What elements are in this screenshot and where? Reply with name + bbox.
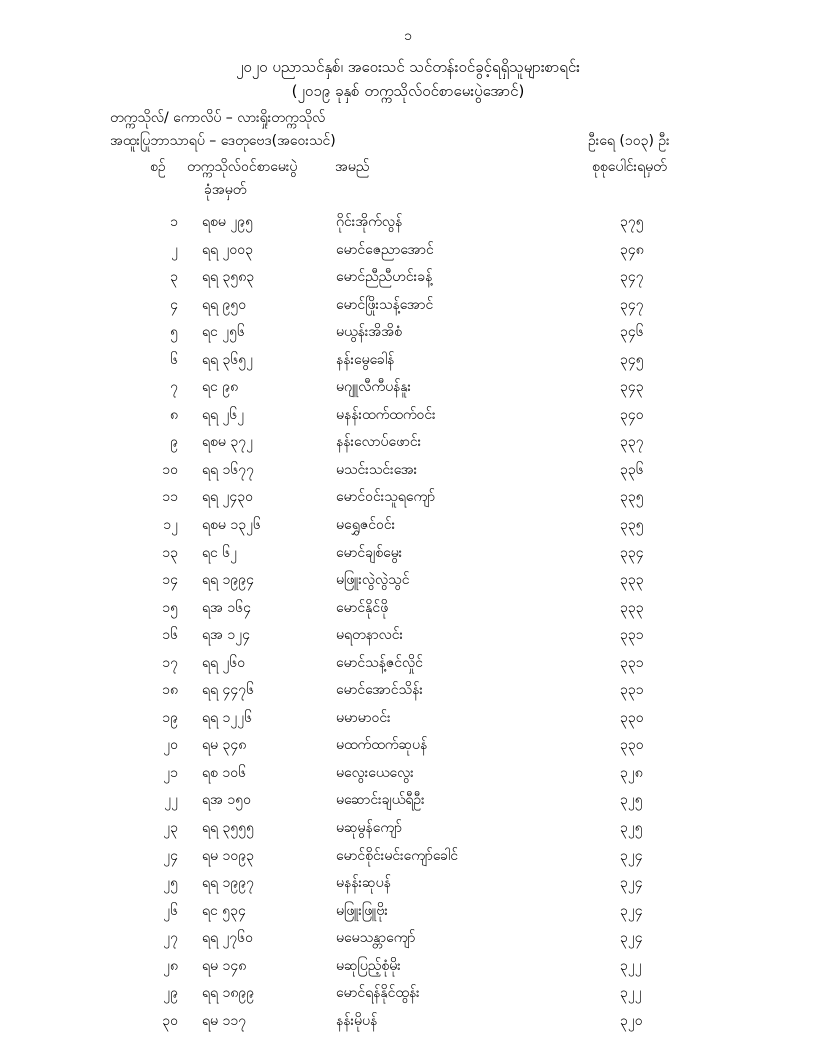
student-name: မောင်နိုင်ဖို bbox=[336, 599, 389, 616]
table-row bbox=[0, 539, 816, 567]
student-name: မလွေးယေလွေး bbox=[336, 764, 414, 781]
total-students: ဦးရေ (၁၀၃) ဦး bbox=[588, 133, 670, 149]
roll-number: ရရ ၃၆၅၂ bbox=[202, 351, 254, 368]
student-list bbox=[0, 208, 816, 1034]
header-roll-line2: ခုံအမှတ် bbox=[204, 182, 247, 198]
total-marks: ၃၃၇ bbox=[620, 434, 644, 451]
row-number: ၈ bbox=[170, 406, 178, 423]
roll-number: ရရ ၁၉၉၇ bbox=[202, 875, 255, 892]
roll-number: ရရ ၉၅၀ bbox=[202, 296, 247, 313]
roll-number: ရအ ၁၆၄ bbox=[202, 599, 251, 616]
roll-number: ရစ ၁၀၆ bbox=[202, 764, 246, 781]
student-name: မောင်သန့်ဇင်လှိုင် bbox=[336, 654, 423, 671]
total-marks: ၃၄၆ bbox=[620, 324, 644, 341]
table-row bbox=[0, 924, 816, 952]
total-marks: ၃၂၂ bbox=[620, 957, 642, 974]
student-name: မဆုပြည့်စုံမိုး bbox=[336, 957, 401, 974]
table-row bbox=[0, 346, 816, 374]
row-number: ၁ bbox=[170, 214, 178, 230]
roll-number: ရင ၅၃၄ bbox=[202, 902, 246, 919]
total-marks: ၃၄၃ bbox=[620, 379, 644, 396]
total-marks: ၃၃၀ bbox=[620, 709, 644, 726]
table-row bbox=[0, 401, 816, 429]
row-number: ၁၁ bbox=[162, 489, 178, 506]
table-row bbox=[0, 731, 816, 759]
row-number: ၃ bbox=[170, 269, 178, 286]
total-marks: ၃၃၅ bbox=[620, 489, 644, 506]
page-number: ၁ bbox=[404, 28, 412, 44]
total-marks: ၃၂၅ bbox=[620, 792, 643, 809]
total-marks: ၃၂၈ bbox=[620, 764, 643, 781]
student-name: မောင်ဝင်းသူရကျော် bbox=[336, 489, 436, 506]
table-row bbox=[0, 842, 816, 870]
total-marks: ၃၄၇ bbox=[620, 269, 644, 286]
total-marks: ၃၃၅ bbox=[620, 517, 644, 534]
roll-number: ရရ ၁၉၉၄ bbox=[202, 572, 255, 589]
roll-number: ရမ ၁၀၉၃ bbox=[202, 847, 254, 864]
student-name: မနန်းဆုပန် bbox=[336, 875, 391, 892]
row-number: ၃၀ bbox=[162, 1012, 178, 1029]
row-number: ၁၀ bbox=[162, 461, 178, 478]
roll-number: ရရ ၂၄၃၀ bbox=[202, 489, 254, 506]
student-name: မရွှေဇင်ဝင်း bbox=[336, 517, 396, 534]
row-number: ၂၆ bbox=[163, 902, 178, 919]
student-name: မောင်ချစ်မွေး bbox=[336, 544, 403, 561]
roll-number: ရရ ၂၀၀၃ bbox=[202, 241, 254, 258]
row-number: ၂ bbox=[171, 241, 178, 258]
total-marks: ၃၃၁ bbox=[620, 682, 644, 699]
row-number: ၆ bbox=[170, 351, 178, 368]
total-marks: ၃၂၄ bbox=[620, 875, 643, 892]
roll-number: ရရ ၂၆၀ bbox=[202, 654, 246, 671]
row-number: ၂၀ bbox=[163, 737, 178, 754]
row-number: ၁၂ bbox=[163, 517, 178, 534]
student-name: မောင်ရန်နိုင်ထွန်း bbox=[336, 985, 420, 1002]
table-row bbox=[0, 649, 816, 677]
student-name: မထက်ထက်ဆုပန် bbox=[336, 737, 428, 754]
table-row bbox=[0, 621, 816, 649]
table-row bbox=[0, 263, 816, 291]
roll-number: ရစမ ၃၇၂ bbox=[202, 434, 253, 451]
roll-number: ရမ ၁၁၇ bbox=[202, 1012, 247, 1029]
table-row bbox=[0, 704, 816, 732]
table-row bbox=[0, 1007, 816, 1035]
table-row bbox=[0, 373, 816, 401]
roll-number: ရမ ၃၄၈ bbox=[202, 737, 247, 754]
student-name: မနန်းထက်ထက်ဝင်း bbox=[336, 406, 436, 423]
row-number: ၇ bbox=[170, 379, 178, 396]
student-name: မဂျူလီကီပန်နူး bbox=[336, 379, 412, 396]
row-number: ၁၃ bbox=[162, 544, 178, 561]
header-no: စဉ် bbox=[150, 159, 166, 175]
total-marks: ၃၂၂ bbox=[620, 985, 642, 1002]
row-number: ၂၂ bbox=[164, 792, 178, 809]
table-row bbox=[0, 897, 816, 925]
header-marks: စုစုပေါင်းရမှတ် bbox=[592, 159, 667, 175]
total-marks: ၃၃၁ bbox=[620, 654, 644, 671]
student-name: နန်းမွေခေါန် bbox=[336, 351, 395, 368]
total-marks: ၃၇၅ bbox=[620, 214, 644, 230]
student-name: မသင်းသင်းအေး bbox=[336, 461, 418, 478]
roll-number: ရရ ၁၆၇၇ bbox=[202, 461, 255, 478]
roll-number: ရင ၉၈ bbox=[202, 379, 239, 396]
row-number: ၂၅ bbox=[163, 875, 178, 892]
row-number: ၁၅ bbox=[162, 599, 178, 616]
total-marks: ၃၂၀ bbox=[620, 1012, 643, 1029]
total-marks: ၃၄၀ bbox=[620, 406, 644, 423]
roll-number: ရင ၆၂ bbox=[202, 544, 238, 561]
table-row bbox=[0, 979, 816, 1007]
row-number: ၁၄ bbox=[162, 572, 178, 589]
total-marks: ၃၂၄ bbox=[620, 930, 643, 947]
roll-number: ရရ ၄၄၇၆ bbox=[202, 682, 255, 699]
roll-number: ရအ ၁၅၀ bbox=[202, 792, 251, 809]
table-row bbox=[0, 814, 816, 842]
total-marks: ၃၃၄ bbox=[620, 544, 644, 561]
roll-number: ရစမ ၂၉၅ bbox=[202, 214, 253, 230]
total-marks: ၃၃၃ bbox=[620, 599, 644, 616]
student-name: မောင်ဖြိုးသန့်အောင် bbox=[336, 296, 434, 313]
row-number: ၁၉ bbox=[162, 709, 178, 726]
table-row bbox=[0, 483, 816, 511]
student-name: မောင်ညီညီဟင်းခန့် bbox=[336, 269, 433, 286]
roll-number: ရရ ၃၅၈၃ bbox=[202, 269, 255, 286]
student-name: မဆောင်းချယ်ရီဦး bbox=[336, 792, 425, 809]
student-name: မဆုမွန်ကျော် bbox=[336, 820, 403, 837]
total-marks: ၃၂၄ bbox=[620, 902, 643, 919]
row-number: ၂၈ bbox=[163, 957, 178, 974]
row-number: ၁၆ bbox=[162, 627, 178, 644]
total-marks: ၃၄၅ bbox=[620, 351, 644, 368]
table-row bbox=[0, 566, 816, 594]
subject-line: အထူးပြုဘာသာရပ် – ဒေတုဗေဒ(အဝေးသင်) bbox=[110, 133, 336, 149]
student-name: မမာမာဝင်း bbox=[336, 709, 391, 726]
document-subtitle: (၂၀၁၉ ခုနှစ် တက္ကသိုလ်ဝင်စာမေးပွဲအောင်) bbox=[291, 82, 525, 100]
row-number: ၂၃ bbox=[163, 820, 178, 837]
student-name: ဂိုင်းအိုက်လွန် bbox=[336, 214, 403, 230]
table-row bbox=[0, 236, 816, 264]
student-name: နန်းလောပ်ဖောင်း bbox=[336, 434, 422, 451]
total-marks: ၃၃၁ bbox=[620, 627, 644, 644]
table-row bbox=[0, 676, 816, 704]
table-row bbox=[0, 952, 816, 980]
row-number: ၂၉ bbox=[163, 985, 178, 1002]
total-marks: ၃၃၀ bbox=[620, 737, 644, 754]
student-name: မယွန်းအိအိစံ bbox=[336, 324, 402, 341]
total-marks: ၃၄၇ bbox=[620, 296, 644, 313]
row-number: ၉ bbox=[170, 434, 178, 451]
roll-number: ရရ ၂၇၆၀ bbox=[202, 930, 254, 947]
student-name: မဖြူးလွဲလွဲသွင် bbox=[336, 572, 410, 589]
row-number: ၄ bbox=[170, 296, 178, 313]
table-row bbox=[0, 759, 816, 787]
table-row bbox=[0, 208, 816, 236]
roll-number: ရင ၂၅၆ bbox=[202, 324, 245, 341]
student-name: မဖြူးဖြူဗိုး bbox=[336, 902, 388, 919]
student-name: မောင်စိုင်းမင်းကျော်ခေါင် bbox=[336, 847, 459, 864]
document-title: ၂၀၂၀ ပညာသင်နှစ်၊ အဝေးသင် သင်တန်းဝင်ခွင့်ရရှိသူများစာရင်း bbox=[236, 58, 580, 76]
total-marks: ၃၂၄ bbox=[620, 847, 643, 864]
total-marks: ၃၃၃ bbox=[620, 572, 644, 589]
roll-number: ရမ ၁၄၈ bbox=[202, 957, 247, 974]
table-row bbox=[0, 511, 816, 539]
row-number: ၁၈ bbox=[162, 682, 178, 699]
roll-number: ရအ ၁၂၄ bbox=[202, 627, 250, 644]
student-name: မောင်အောင်သိန်း bbox=[336, 682, 423, 699]
row-number: ၂၇ bbox=[163, 930, 178, 947]
header-roll: တက္ကသိုလ်ဝင်စာမေးပွဲ bbox=[187, 159, 298, 175]
student-name: မောင်ဇေညာအောင် bbox=[336, 241, 434, 258]
roll-number: ရစမ ၁၃၂၆ bbox=[202, 517, 261, 534]
table-row bbox=[0, 318, 816, 346]
roll-number: ရရ ၃၅၅၅ bbox=[202, 820, 255, 837]
table-row bbox=[0, 456, 816, 484]
student-name: မရတနာလင်း bbox=[336, 627, 404, 644]
university-line: တက္ကသိုလ်/ ကောလိပ် – လားရှိုးတက္ကသိုလ် bbox=[110, 110, 326, 126]
table-row bbox=[0, 594, 816, 622]
row-number: ၁၇ bbox=[162, 654, 178, 671]
row-number: ၂၄ bbox=[163, 847, 178, 864]
student-name: မမေသန္တာကျော် bbox=[336, 930, 416, 947]
roll-number: ရရ ၁၈၉၉ bbox=[202, 985, 255, 1002]
total-marks: ၃၂၅ bbox=[620, 820, 643, 837]
table-row bbox=[0, 786, 816, 814]
header-name: အမည် bbox=[335, 159, 370, 175]
row-number: ၅ bbox=[170, 324, 178, 341]
table-row bbox=[0, 869, 816, 897]
roll-number: ရရ ၁၂၂၆ bbox=[202, 709, 253, 726]
row-number: ၂၁ bbox=[163, 764, 178, 781]
total-marks: ၃၄၈ bbox=[620, 241, 644, 258]
total-marks: ၃၃၆ bbox=[620, 461, 644, 478]
student-name: နန်းမိုပန် bbox=[336, 1012, 378, 1029]
table-row bbox=[0, 291, 816, 319]
roll-number: ရရ ၂၆၂ bbox=[202, 406, 245, 423]
table-row bbox=[0, 428, 816, 456]
